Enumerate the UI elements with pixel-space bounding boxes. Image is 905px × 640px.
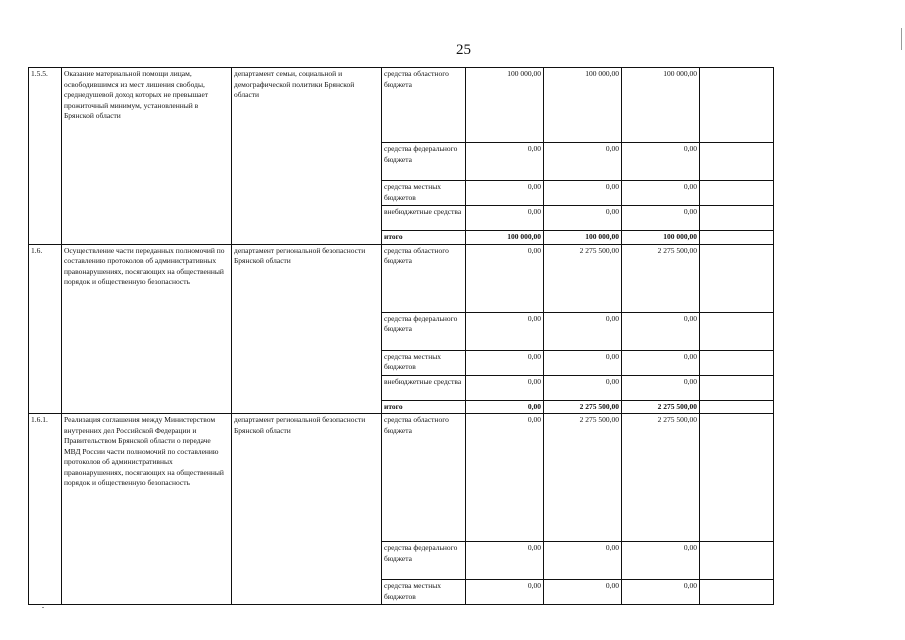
value-cell: 0,00	[466, 312, 544, 350]
value-cell: 0,00	[544, 580, 622, 605]
value-cell: 0,00	[544, 181, 622, 206]
value-cell: 0,00	[466, 143, 544, 181]
value-cell: 0,00	[622, 206, 700, 231]
value-cell: 0,00	[622, 181, 700, 206]
empty-cell	[700, 375, 774, 400]
empty-cell	[700, 143, 774, 181]
source-extrabudget: внебюджетные средства	[382, 206, 466, 231]
page-number: 25	[456, 42, 471, 58]
value-cell: 0,00	[544, 542, 622, 580]
row-code: 1.6.	[29, 244, 62, 414]
value-cell: 0,00	[622, 312, 700, 350]
budget-table	[28, 67, 774, 605]
value-cell: 0,00	[622, 143, 700, 181]
table-row	[29, 244, 774, 312]
table-row	[29, 68, 774, 143]
source-regional: средства областного бюджета	[382, 68, 466, 143]
row-name: Реализация соглашения между Министерством внутренних дел Российской Федерации и Правительством Брянской области о передаче МВД России части полномочий по составлению протоколов об административных правонарушениях, посягающих на общественный порядок и общественную безопасность	[62, 414, 232, 605]
value-cell: 2 275 500,00	[544, 414, 622, 542]
value-cell: 0,00	[622, 542, 700, 580]
source-regional: средства областного бюджета	[382, 414, 466, 542]
value-cell: 2 275 500,00	[544, 244, 622, 312]
value-cell: 0,00	[466, 542, 544, 580]
row-executor: департамент региональной безопасности Брянской области	[232, 244, 382, 414]
total-cell: 2 275 500,00	[544, 400, 622, 414]
empty-cell	[700, 244, 774, 312]
value-cell: 100 000,00	[544, 68, 622, 143]
source-local: средства местных бюджетов	[382, 350, 466, 375]
empty-cell	[700, 414, 774, 542]
total-cell: 100 000,00	[466, 231, 544, 245]
value-cell: 0,00	[466, 181, 544, 206]
row-executor: департамент семьи, социальной и демографической политики Брянской области	[232, 68, 382, 245]
empty-cell	[700, 206, 774, 231]
total-cell: 100 000,00	[622, 231, 700, 245]
row-name: Осуществление части переданных полномочий по составлению протоколов об административных правонарушениях, посягающих на общественный порядок и общественную безопасность	[62, 244, 232, 414]
source-extrabudget: внебюджетные средства	[382, 375, 466, 400]
row-executor: департамент региональной безопасности Брянской области	[232, 414, 382, 605]
value-cell: 100 000,00	[622, 68, 700, 143]
source-federal: средства федерального бюджета	[382, 542, 466, 580]
source-local: средства местных бюджетов	[382, 580, 466, 605]
value-cell: 0,00	[622, 350, 700, 375]
source-local: средства местных бюджетов	[382, 181, 466, 206]
source-total: итого	[382, 400, 466, 414]
value-cell: 0,00	[544, 350, 622, 375]
source-federal: средства федерального бюджета	[382, 143, 466, 181]
value-cell: 0,00	[466, 244, 544, 312]
value-cell: 0,00	[544, 143, 622, 181]
total-cell: 0,00	[466, 400, 544, 414]
value-cell: 2 275 500,00	[622, 244, 700, 312]
value-cell: 0,00	[544, 375, 622, 400]
value-cell: 2 275 500,00	[622, 414, 700, 542]
value-cell: 0,00	[466, 580, 544, 605]
source-total: итого	[382, 231, 466, 245]
empty-cell	[700, 312, 774, 350]
empty-cell	[700, 68, 774, 143]
row-code: 1.6.1.	[29, 414, 62, 605]
row-name: Оказание материальной помощи лицам, освободившимся из мест лишения свободы, среднедушевой доход которых не превышает прожиточный минимум, установленный в Брянской области	[62, 68, 232, 245]
table-row	[29, 414, 774, 542]
row-code: 1.5.5.	[29, 68, 62, 245]
value-cell: 0,00	[544, 312, 622, 350]
value-cell: 0,00	[466, 206, 544, 231]
scan-edge-mark	[901, 28, 902, 50]
empty-cell	[700, 350, 774, 375]
empty-cell	[700, 580, 774, 605]
value-cell: 0,00	[544, 206, 622, 231]
empty-cell	[700, 231, 774, 245]
total-cell: 2 275 500,00	[622, 400, 700, 414]
empty-cell	[700, 400, 774, 414]
empty-cell	[700, 181, 774, 206]
source-federal: средства федерального бюджета	[382, 312, 466, 350]
value-cell: 0,00	[622, 580, 700, 605]
value-cell: 0,00	[466, 375, 544, 400]
value-cell: 100 000,00	[466, 68, 544, 143]
value-cell: 0,00	[622, 375, 700, 400]
empty-cell	[700, 542, 774, 580]
source-regional: средства областного бюджета	[382, 244, 466, 312]
value-cell: 0,00	[466, 414, 544, 542]
scan-speck	[42, 607, 44, 608]
total-cell: 100 000,00	[544, 231, 622, 245]
value-cell: 0,00	[466, 350, 544, 375]
